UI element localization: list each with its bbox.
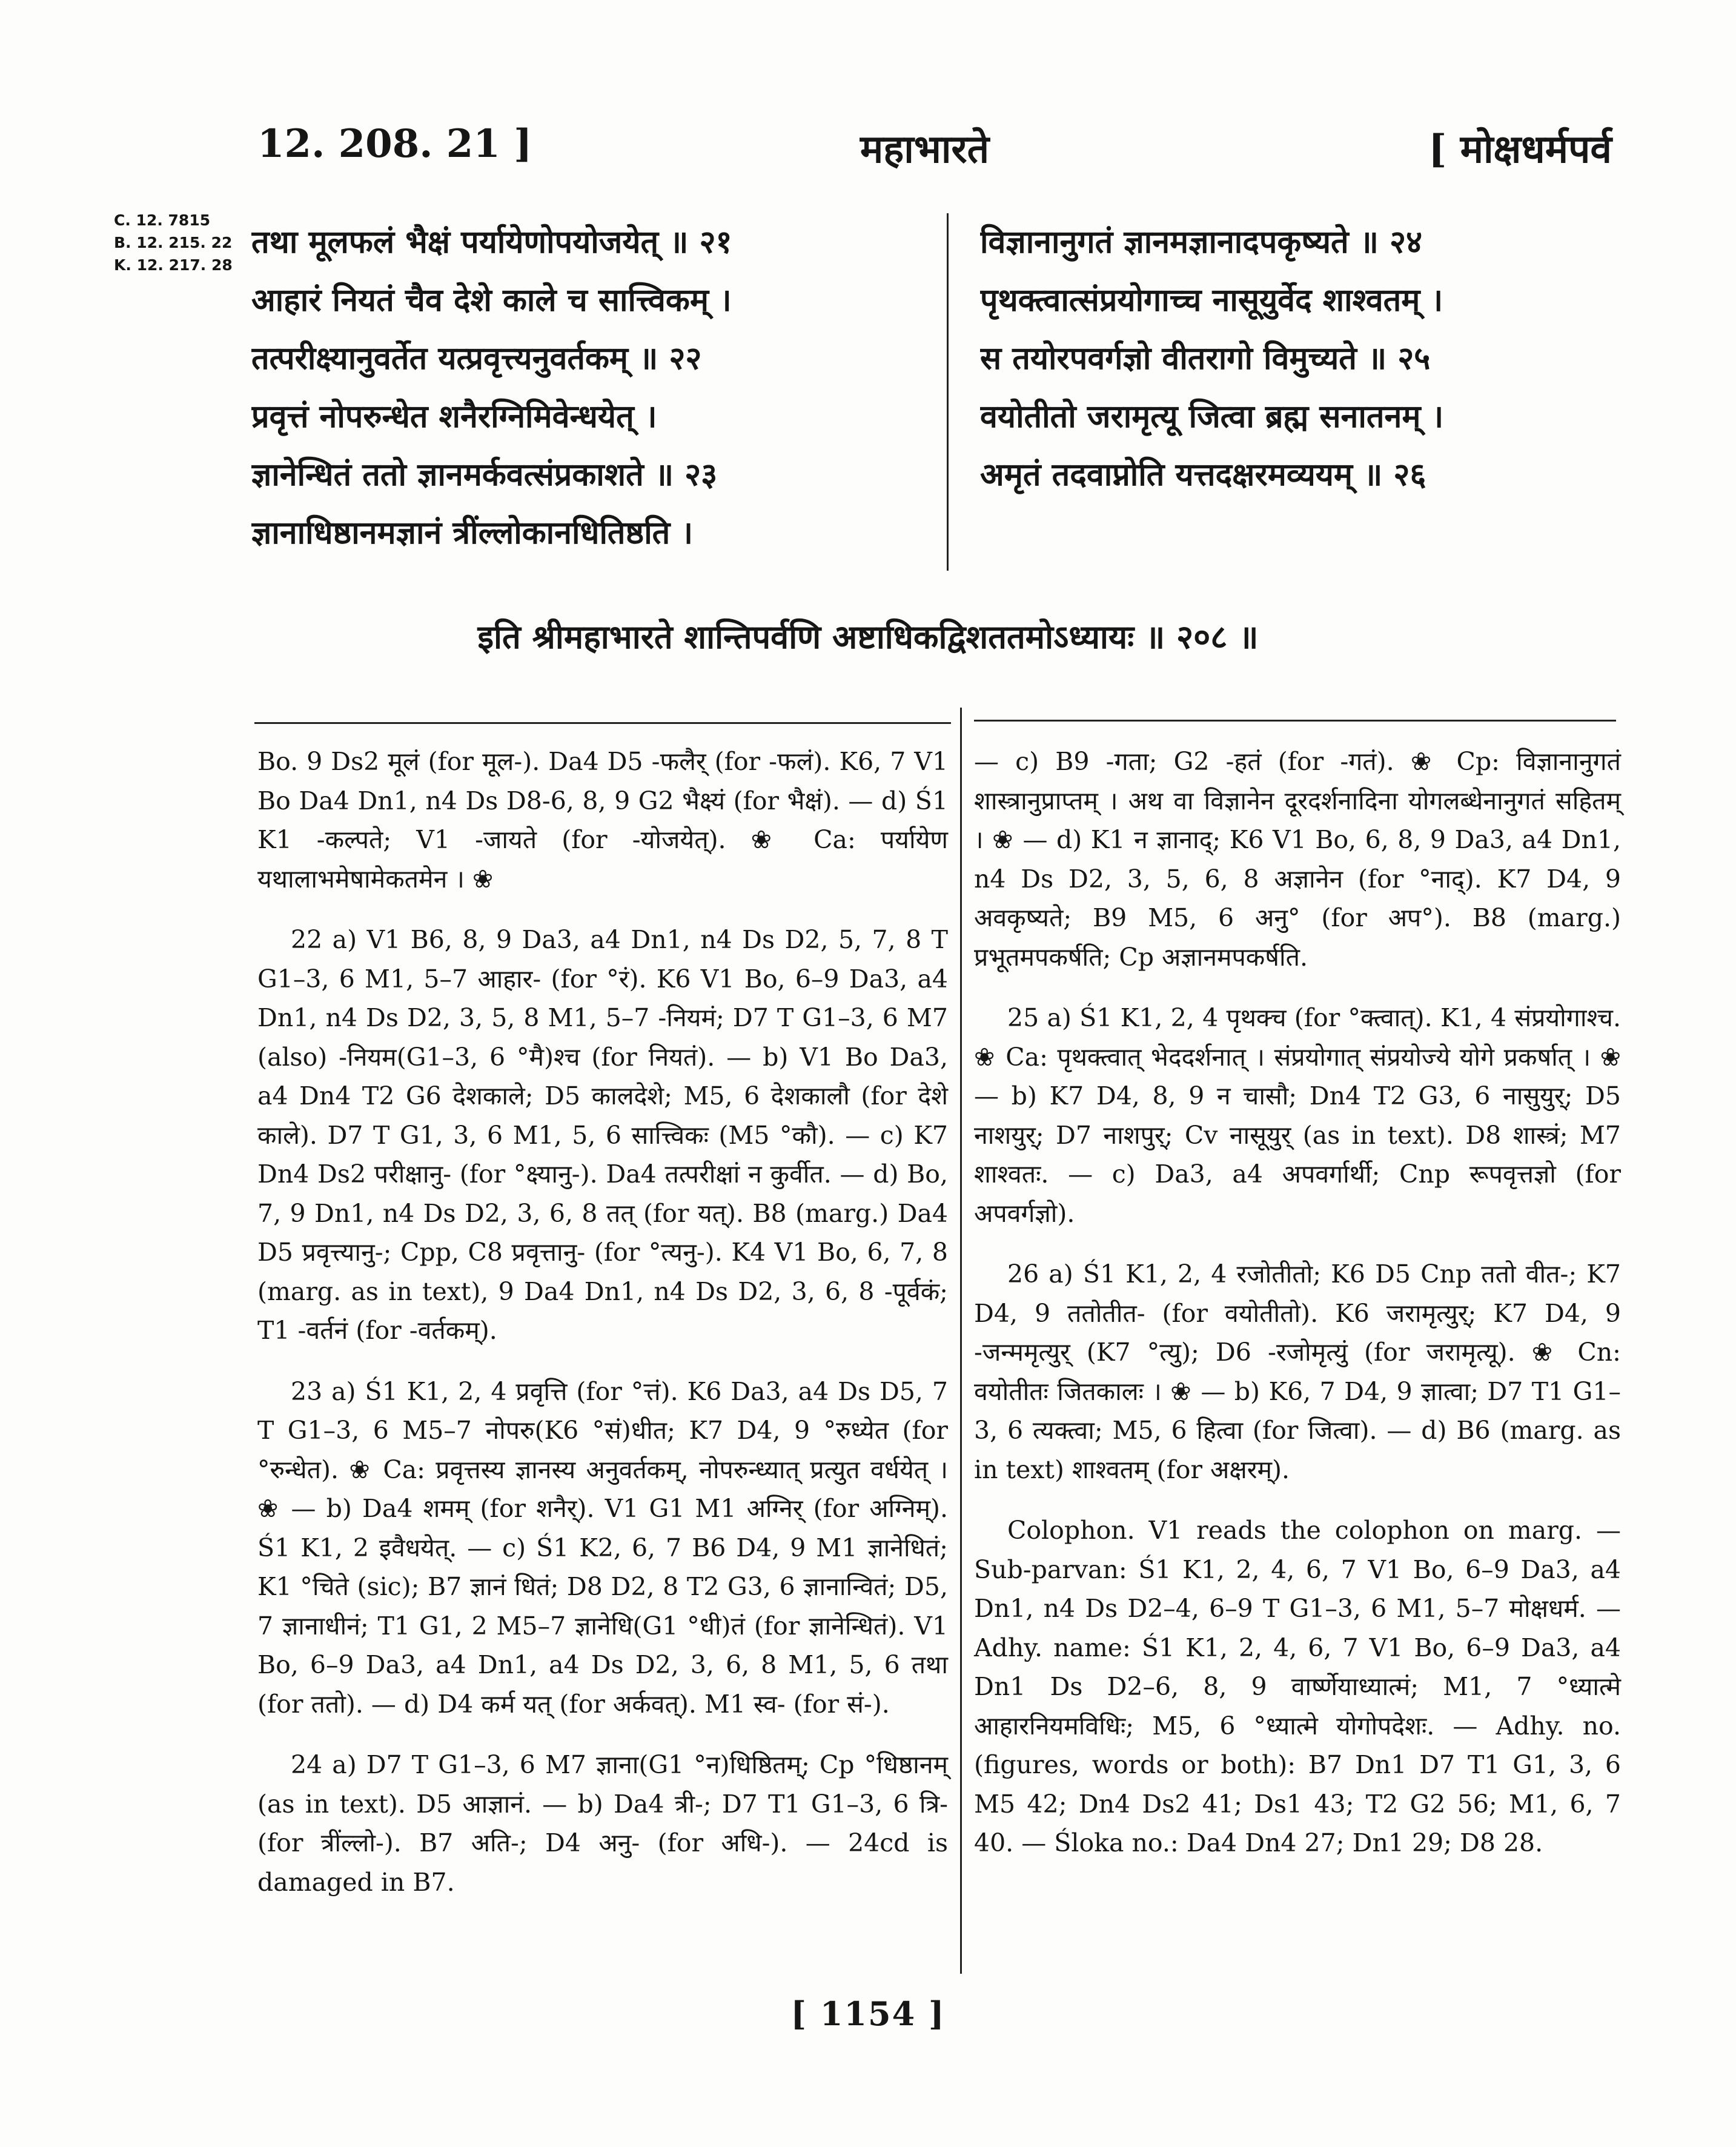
critical-notes-left [257,742,948,1923]
verse-line: ज्ञानाधिष्ठानमज्ञानं त्रींल्लोकानधितिष्ठति । [251,515,694,551]
note-paragraph: 24 a) D7 T G1–3, 6 M7 ज्ञाना(G1 °न)धिष्ठितम्; Cp °धिष्ठानम् (as in text). D5 आज्ञानं. — b) Da4 त्री-; D7 T1 G1–3, 6 त्रि- (for त्रींल्लो-). B7 अति-; D4 अनु- (for अधि-). — 24cd is damaged in B7. [257,1750,948,1897]
verses-left-column [251,213,936,562]
verse-line: पृथक्त्वात्संप्रयोगाच्च नासूयुर्वेद शाश्वतम् । [980,282,1443,319]
verse-line: प्रवृत्तं नोपरुन्धेत शनैरग्निमिवेन्धयेत् । [251,399,657,435]
note-paragraph: 26 a) Ś1 K1, 2, 4 रजोतीतो; K6 D5 Cnp ततो वीत-; K7 D4, 9 ततोतीत- (for वयोतीतो). K6 जरामृत्युर्; K7 D4, 9 -जन्ममृत्युर् (K7 °त्यु); D6 -रजोमृत्युं (for जरामृत्यू). ❀ Cn: वयोतीतः जितकालः । ❀ — b) K6, 7 D4, 9 ज्ञात्वा; D7 T1 G1–3, 6 त्यक्त्वा; M5, 6 हित्वा (for जित्वा). — d) B6 (marg. as in text) शाश्वतम् (for अक्षरम्). [974,1259,1621,1484]
critical-notes-right [974,742,1621,1885]
verses-right-column [980,213,1610,504]
notes-rule-left [254,722,951,724]
page-number [0,1994,1736,2033]
margin-references [114,209,233,276]
verse-column-divider [947,213,949,571]
header-verse-ref: 12. 208. 21 ] [257,121,532,167]
verse-line: वयोतीतो जरामृत्यू जित्वा ब्रह्म सनातनम् । [980,399,1444,435]
note-paragraph: — c) B9 -गता; G2 -हतं (for -गतं). ❀ Cp: विज्ञानानुगतं शास्त्रानुप्राप्तम् । अथ वा विज्ञानेन दूरदर्शनादिना योगलब्धेनानुगतं सहितम् । ❀ — d) K1 न ज्ञानाद्; K6 V1 Bo, 6, 8, 9 Da3, a4 Dn1, n4 Ds D2, 3, 5, 6, 8 अज्ञानेन (for °नाद्). K7 D4, 9 अवकृष्यते; B9 M5, 6 अनु° (for अप°). B8 (marg.) प्रभूतमपकर्षति; Cp अज्ञानमपकर्षति. [974,747,1621,972]
verse-line: आहारं नियतं चैव देशे काले च सात्त्विकम् । [251,282,732,319]
notes-rule-right [974,720,1616,722]
verse-line: तत्परीक्ष्यानुवर्तेत यत्प्रवृत्त्यनुवर्तकम् ॥ २२ [251,340,702,377]
note-paragraph: 22 a) V1 B6, 8, 9 Da3, a4 Dn1, n4 Ds D2, 5, 7, 8 T G1–3, 6 M1, 5–7 आहार- (for °रं). K6 V1 Bo, 6–9 Da3, a4 Dn1, n4 Ds D2, 3, 5, 8 M1, 5–7 -नियमं; D7 T G1–3, 6 M7 (also) -नियम(G1–3, 6 °मै)श्च (for नियतं). — b) V1 Bo Da3, a4 Dn4 T2 G6 देशकाले; D5 कालदेशे; M5, 6 देशकालौ (for देशे काले). D7 T G1, 3, 6 M1, 5, 6 सात्त्विकः (M5 °कौ). — c) K7 Dn4 Ds2 परीक्षानु- (for °क्ष्यानु-). Da4 तत्परीक्षां न कुर्वीत. — d) Bo, 7, 9 Dn1, n4 Ds D2, 3, 6, 8 तत् (for यत्). B8 (marg.) Da4 D5 प्रवृत्त्यानु-; Cpp, C8 प्रवृत्तानु- (for °त्यनु-). K4 V1 Bo, 6, 7, 8 (marg. as in text), 9 Da4 Dn1, n4 Ds D2, 3, 6, 8 -पूर्वकं; T1 -वर्तनं (for -वर्तकम्). [257,925,948,1345]
verse-line: ज्ञानेन्धितं ततो ज्ञानमर्कवत्संप्रकाशते ॥ २३ [251,457,718,493]
notes-column-divider [960,708,962,1974]
note-paragraph: 23 a) Ś1 K1, 2, 4 प्रवृत्ति (for °त्तं). K6 Da3, a4 Ds D5, 7 T G1–3, 6 M5–7 नोपरु(K6 °सं)धीत; K7 D4, 9 °रुध्येत (for °रुन्धेत). ❀ Ca: प्रवृत्तस्य ज्ञानस्य अनुवर्तकम्, नोपरुन्ध्यात् प्रत्युत वर्धयेत् । ❀ — b) Da4 शमम् (for शनैर्). V1 G1 M1 अग्निर् (for अग्निम्). Ś1 K1, 2 इवैधयेत्. — c) Ś1 K2, 6, 7 B6 D4, 9 M1 ज्ञानेधितं; K1 °चिते (sic); B7 ज्ञानं धितं; D8 D2, 8 T2 G3, 6 ज्ञानान्वितं; D5, 7 ज्ञानाधीनं; T1 G1, 2 M5–7 ज्ञानेधि(G1 °धी)तं (for ज्ञानेन्धितं). V1 Bo, 6–9 Da3, a4 Dn1, a4 Ds D2, 3, 6, 8 M1, 5, 6 तथा (for ततो). — d) D4 कर्म यत् (for अर्कवत्). M1 स्व- (for सं-). [257,1376,948,1719]
header-section: [ मोक्षधर्मपर्व [1428,127,1612,172]
note-paragraph: 25 a) Ś1 K1, 2, 4 पृथक्च (for °क्त्वात्). K1, 4 संप्रयोगाश्च. ❀ Ca: पृथक्त्वात् भेददर्शनात् । संप्रयोगात् संप्रयोज्ये योगे प्रकर्षात् । ❀ — b) K7 D4, 8, 9 न चासौ; Dn4 T2 G3, 6 नासुयुर्; D5 नाशयुर्; D7 नाशपुर्; Cv नासूयुर् (as in text). D8 शास्त्रं; M7 शाश्वतः. — c) Da3, a4 अपवर्गार्थी; Cnp रूपवृत्तज्ञो (for अपवर्गज्ञो). [974,1003,1621,1228]
verse-line: विज्ञानानुगतं ज्ञानमज्ञानादपकृष्यते ॥ २४ [980,224,1423,260]
verse-line: अमृतं तदवाप्नोति यत्तदक्षरमव्ययम् ॥ २६ [980,457,1426,493]
margin-ref: C. 12. 7815 [114,211,211,229]
chapter-colophon: इति श्रीमहाभारते शान्तिपर्वणि अष्टाधिकद्विशततमोऽध्यायः ॥ २०८ ॥ [477,618,1259,656]
page-number-text: [ 1154 ] [790,1994,946,2033]
margin-ref: B. 12. 215. 22 [114,234,233,251]
verse-line: तथा मूलफलं भैक्षं पर्यायेणोपयोजयेत् ॥ २१ [251,224,732,260]
verse-line: स तयोरपवर्गज्ञो वीतरागो विमुच्यते ॥ २५ [980,340,1431,377]
header-title: महाभारते [860,127,990,172]
margin-ref: K. 12. 217. 28 [114,256,233,274]
note-paragraph: Colophon. V1 reads the colophon on marg. — Sub-parvan: Ś1 K1, 2, 4, 6, 7 V1 Bo, 6–9 Da3, a4 Dn1, n4 Ds D2–4, 6–9 T G1–3, 6 M1, 5–7 मोक्षधर्म. — Adhy. name: Ś1 K1, 2, 4, 6, 7 V1 Bo, 6–9 Da3, a4 Dn1 Ds D2–6, 8, 9 वार्ष्णेयाध्यात्मं; M1, 7 °ध्यात्मे आहारनियमविधिः; M5, 6 °ध्यात्मे योगोपदेशः. — Adhy. no. (figures, words or both): B7 Dn1 D7 T1 G1, 3, 6 M5 42; Dn4 Ds2 41; Ds1 43; T2 G2 56; M1, 6, 7 40. — Śloka no.: Da4 Dn4 27; Dn1 29; D8 28. [974,1516,1621,1857]
note-paragraph: Bo. 9 Ds2 मूलं (for मूल-). Da4 D5 -फलैर् (for -फलं). K6, 7 V1 Bo Da4 Dn1, n4 Ds D8-6, 8, 9 G2 भैक्ष्यं (for भैक्षं). — d) Ś1 K1 -कल्पते; V1 -जायते (for -योजयेत्). ❀ Ca: पर्यायेण यथालाभमेषामेकतमेन । ❀ [257,747,948,894]
